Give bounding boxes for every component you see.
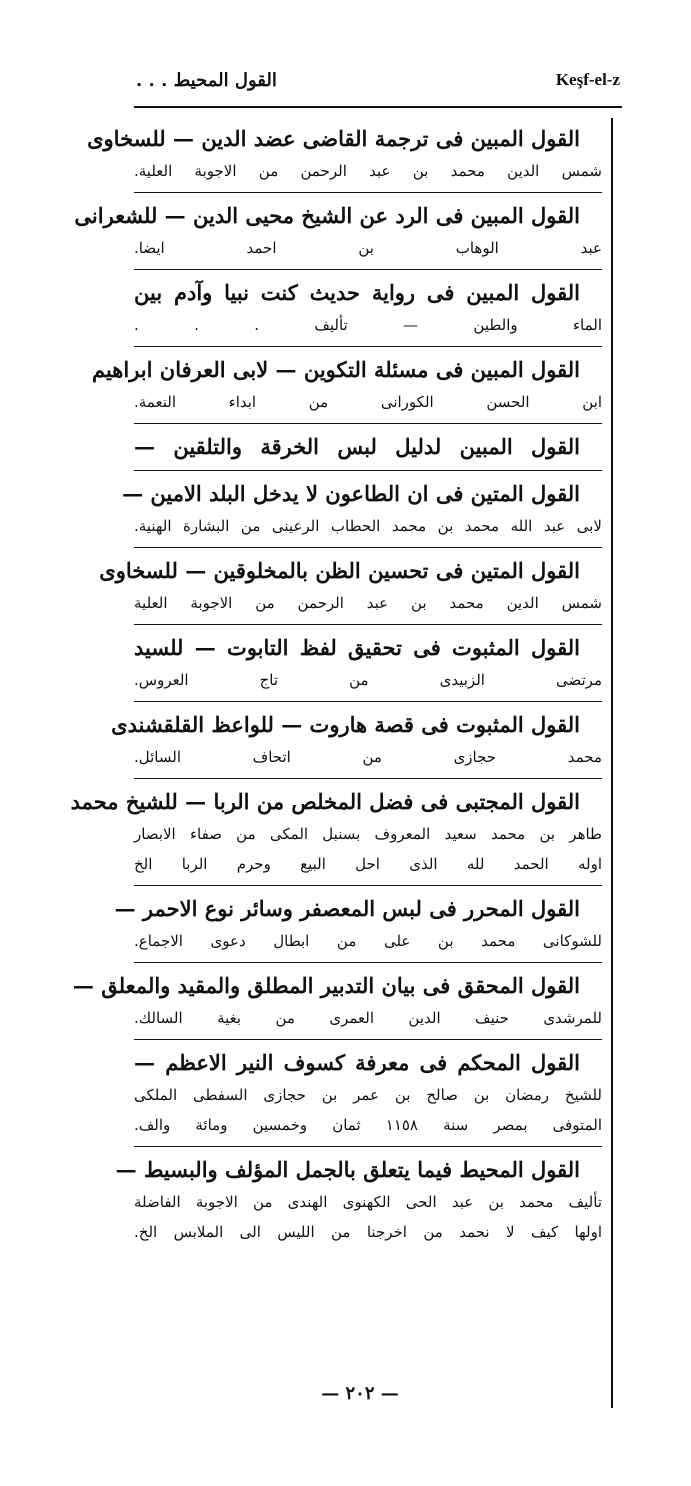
running-head: Keşf-el-z [555,70,620,89]
entry-separator [134,192,602,193]
entry-title: القول المحيط فيما يتعلق بالجمل المؤلف والبسيط — [115,1157,580,1182]
entry-detail: مرتضى الزبيدى من تاج العروس. [134,671,602,689]
entry [87,122,602,186]
entry-title: القول المجتبى فى فضل المخلص من الربا — للشيخ محمد [70,789,580,814]
entry [134,1046,602,1140]
running-title: القول المحيط . . . [136,70,277,91]
entry-separator [134,778,602,779]
entry-title: القول المتين فى ان الطاعون لا يدخل البلد الامين — [122,481,580,506]
entry-title: القول المبين فى الرد عن الشيخ محيى الدين — للشعرانى [74,203,580,228]
entry-separator [134,962,602,963]
entry [115,1153,602,1247]
entry-title: القول المتين فى تحسين الظن بالمخلوقين — للسخاوى [99,558,580,583]
entry-detail: تأليف محمد بن عبد الحى الكهنوى الهندى من الاجوبة الفاضلة [134,1193,602,1211]
entry-detail: طاهر بن محمد سعيد المعروف بسنبل المكى من صفاء الابصار [134,825,602,843]
entry-title: القول المبين لدليل لبس الخرقة والتلقين — [134,434,580,459]
entry-detail-continued: اولها كيف لا نحمد من اخرجنا من الليس الى الملابس الخ. [134,1223,602,1241]
page-number: — ٢٠٢ — [321,1383,399,1404]
entry-detail: للشوكانى محمد بن على من ابطال دعوى الاجماع. [134,932,602,950]
entry-detail-continued: اوله الحمد لله الذى احل البيع وحرم الربا الخ [134,855,602,873]
entry [74,199,602,263]
entry-detail: للمرشدى حنيف الدين العمرى من بغية السالك. [134,1009,602,1027]
entry-separator [134,1039,602,1040]
entry-separator [134,701,602,702]
entry-separator [134,1146,602,1147]
entry-title: القول المحكم فى معرفة كسوف النير الاعظم — [134,1050,580,1075]
entry [114,892,602,956]
entry-title: القول المحرر فى لبس المعصفر وسائر نوع الاحمر — [114,896,580,921]
entry-separator [134,470,602,471]
entry-detail: للشيخ رمضان بن صالح بن عمر بن حجازى السفطى الملكى [134,1086,602,1104]
margin-rule [611,118,613,1408]
entry-detail: الماء والطين — تأليف . . . [134,316,602,334]
entry [134,631,602,695]
entry-detail: عبد الوهاب بن احمد ايضا. [134,239,602,257]
entry-detail: محمد حجازى من اتحاف السائل. [134,748,602,766]
entry [134,276,602,340]
entry-title: القول المحقق فى بيان التدبير المطلق والمقيد والمعلق — [72,973,580,998]
entry-separator [134,624,602,625]
entry [134,430,602,464]
entry-title: القول المبين فى مسئلة التكوين — لابى العرفان ابراهيم [91,357,580,382]
entry-detail-continued: المتوفى بمصر سنة ١١٥٨ ثمان وخمسين ومائة والف. [134,1116,602,1134]
entry-title: القول المثبوت فى قصة هاروت — للواعظ القلقشندى [111,712,580,737]
entry-separator [134,423,602,424]
entry-detail: شمس الدين محمد بن عبد الرحمن من الاجوبة العلية. [134,162,602,180]
entry-separator [134,547,602,548]
entry-title: القول المثبوت فى تحقيق لفظ التابوت — للسيد [134,635,580,660]
entry-title: القول المبين فى رواية حديث كنت نبيا وآدم بين [134,280,580,305]
entry [91,353,602,417]
entry [70,785,602,879]
entry-title: القول المبين فى ترجمة القاضى عضد الدين — للسخاوى [87,126,580,151]
entry [99,554,602,618]
entry-separator [134,269,602,270]
entry-list [70,122,602,1247]
entry-detail: شمس الدين محمد بن عبد الرحمن من الاجوبة العلية [134,594,602,612]
header-rule [134,106,622,108]
entry-detail: ابن الحسن الكورانى من ابداء النعمة. [134,393,602,411]
entry-separator [134,346,602,347]
entry [111,708,602,772]
entry [122,477,602,541]
entry-separator [134,885,602,886]
entry-detail: لابى عبد الله محمد بن محمد الحطاب الرعينى من البشارة الهنية. [134,517,602,535]
entry [72,969,602,1033]
